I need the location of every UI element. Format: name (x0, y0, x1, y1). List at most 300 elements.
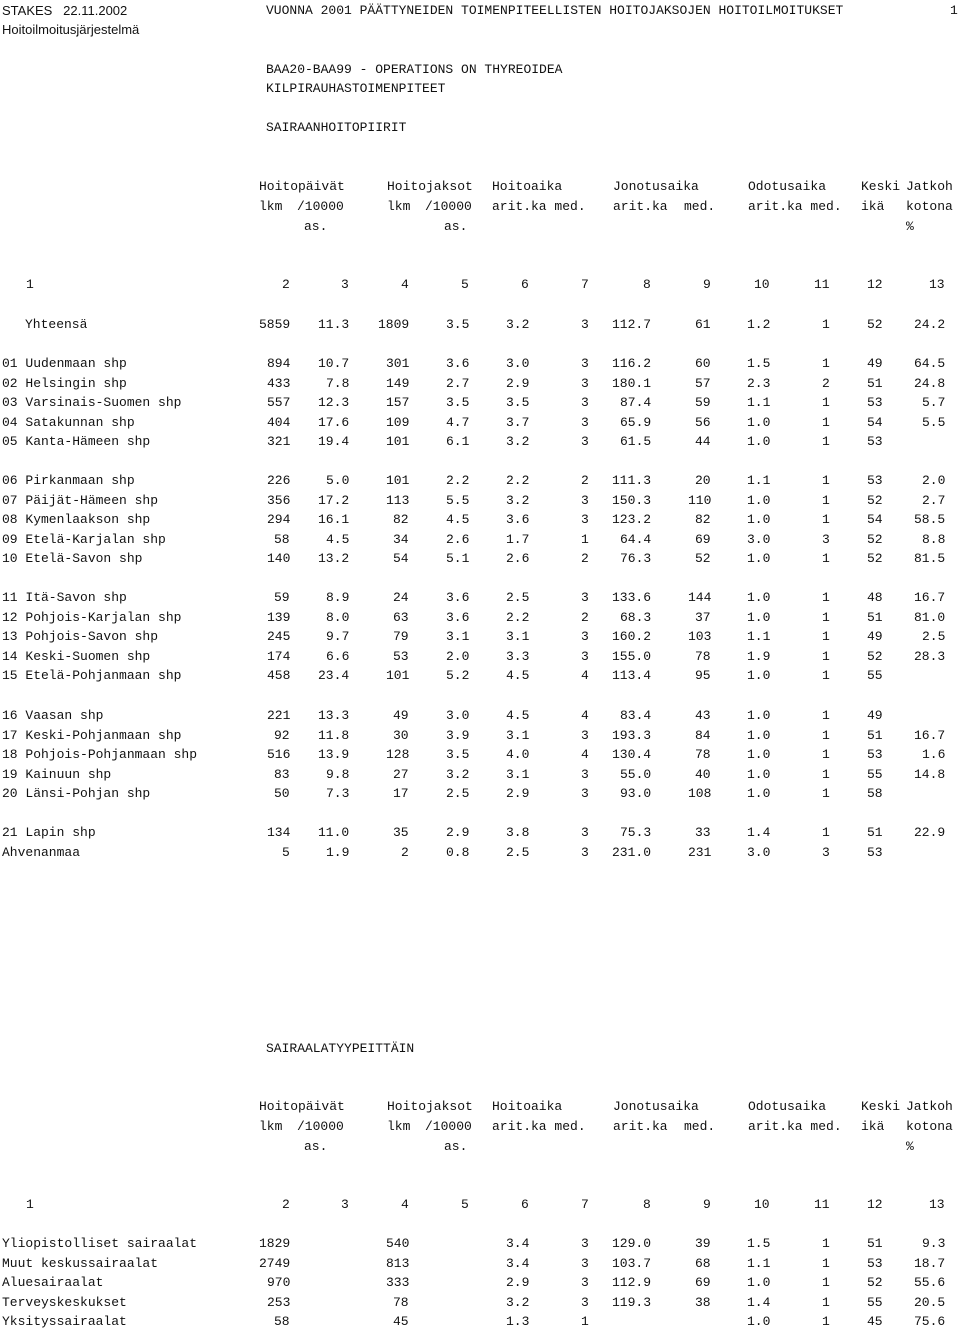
column-subheader: /10000 (425, 1119, 472, 1134)
table-cell: 3 (581, 767, 589, 782)
table-cell: 44 (695, 434, 711, 449)
column-number: 7 (581, 277, 589, 292)
table-cell: 226 (267, 473, 291, 488)
table-cell: 8.9 (326, 590, 350, 605)
table-cell: 3 (581, 590, 589, 605)
table-cell: 63 (393, 610, 409, 625)
table-cell: 1.6 (922, 747, 946, 762)
table-cell: 1 (822, 434, 830, 449)
row-label: 12 Pohjois-Karjalan shp (2, 610, 182, 625)
table-cell: 113.4 (612, 668, 652, 683)
table-cell: 1.5 (747, 1236, 771, 1251)
table-cell: 4 (581, 668, 589, 683)
table-cell: 1.0 (747, 610, 771, 625)
table-cell: 3.0 (506, 356, 530, 371)
table-cell: 1.0 (747, 434, 771, 449)
column-subheader: /10000 (297, 199, 344, 214)
table-cell: 3.6 (446, 590, 470, 605)
table-cell: 1.5 (747, 356, 771, 371)
table-cell: 51 (867, 376, 883, 391)
column-number: 4 (401, 1197, 409, 1212)
table-cell: 3 (581, 317, 589, 332)
table-cell: 2.9 (446, 825, 470, 840)
table-cell: 40 (695, 767, 711, 782)
table-cell: 1.0 (747, 415, 771, 430)
table-cell: 1.0 (747, 1314, 771, 1329)
table-cell: 1 (822, 786, 830, 801)
table-cell: 27 (393, 767, 409, 782)
table-cell: 2.2 (506, 473, 530, 488)
table-cell: 24 (393, 590, 409, 605)
table-cell: 38 (695, 1295, 711, 1310)
table-cell: 231.0 (612, 845, 652, 860)
table-cell: 5.7 (922, 395, 946, 410)
table-cell: 2.5 (446, 786, 470, 801)
table-cell: 1.0 (747, 551, 771, 566)
table-cell: 52 (867, 317, 883, 332)
column-number: 12 (867, 1197, 883, 1212)
table-cell: 53 (867, 747, 883, 762)
table-cell: 3.9 (446, 728, 470, 743)
row-label: 11 Itä-Savon shp (2, 590, 127, 605)
table-cell: 3 (581, 1236, 589, 1251)
table-cell: 1.0 (747, 708, 771, 723)
row-label: 08 Kymenlaakson shp (2, 512, 151, 527)
column-subheader: lkm (387, 199, 411, 214)
column-number: 9 (703, 277, 711, 292)
row-label: Muut keskussairaalat (2, 1256, 159, 1271)
table-cell: 3 (581, 825, 589, 840)
table-cell: 5 (282, 845, 290, 860)
table-cell: 53 (393, 649, 409, 664)
table-cell: 3 (581, 356, 589, 371)
column-header: Hoitopäivät (259, 179, 345, 194)
table-cell: 49 (867, 356, 883, 371)
table-cell: 52 (867, 1275, 883, 1290)
table-cell: 3.4 (506, 1236, 530, 1251)
table-cell: 139 (267, 610, 291, 625)
table-cell: 58 (274, 1314, 290, 1329)
table-cell: 2.9 (506, 1275, 530, 1290)
row-label: Yksityssairaalat (2, 1314, 127, 1329)
row-label: 10 Etelä-Savon shp (2, 551, 143, 566)
table-cell: 83.4 (620, 708, 652, 723)
row-label: 15 Etelä-Pohjanmaan shp (2, 668, 182, 683)
column-unit: as. (304, 1139, 328, 1154)
table-cell: 9.7 (326, 629, 350, 644)
table-cell: 160.2 (612, 629, 652, 644)
column-subheader: ikä (861, 1119, 885, 1134)
column-header: Keski (861, 179, 901, 194)
table-cell: 75.6 (914, 1314, 946, 1329)
table-cell: 13.9 (318, 747, 350, 762)
table-cell: 17.6 (318, 415, 350, 430)
row-label: 21 Lapin shp (2, 825, 96, 840)
table-cell: 4.7 (446, 415, 470, 430)
table-cell: 78 (695, 747, 711, 762)
table-cell: 231 (688, 845, 712, 860)
table-cell: 83 (274, 767, 290, 782)
table-cell: 301 (386, 356, 410, 371)
table-cell: 112.7 (612, 317, 652, 332)
table-cell: 58 (867, 786, 883, 801)
column-subheader: ikä (861, 199, 885, 214)
column-header: Hoitojaksot (387, 179, 473, 194)
row-label: 03 Varsinais-Suomen shp (2, 395, 182, 410)
table-cell: 55.0 (620, 767, 652, 782)
table-cell: 45 (393, 1314, 409, 1329)
table-cell: 4.5 (326, 532, 350, 547)
table-cell: 3 (581, 845, 589, 860)
table-cell: 155.0 (612, 649, 652, 664)
table-cell: 1.0 (747, 493, 771, 508)
column-header: Hoitoaika (492, 179, 563, 194)
table-cell: 24.2 (914, 317, 946, 332)
column-number: 7 (581, 1197, 589, 1212)
system-name: Hoitoilmoitusjärjestelmä (2, 22, 140, 37)
column-unit: as. (444, 1139, 468, 1154)
table-cell: 45 (867, 1314, 883, 1329)
table-cell: 13.2 (318, 551, 350, 566)
table-cell: 1 (822, 610, 830, 625)
table-cell: 2.9 (506, 376, 530, 391)
table-cell: 3.8 (506, 825, 530, 840)
table-cell: 1 (822, 493, 830, 508)
column-subheader: lkm (387, 1119, 411, 1134)
table-cell: 57 (695, 376, 711, 391)
table-cell: 3.6 (446, 610, 470, 625)
column-number: 2 (282, 277, 290, 292)
table-cell: 3 (581, 649, 589, 664)
table-cell: 9.3 (922, 1236, 946, 1251)
table-cell: 3.6 (506, 512, 530, 527)
table-cell: 3.0 (747, 845, 771, 860)
table-cell: 16.7 (914, 728, 946, 743)
row-label: Terveyskeskukset (2, 1295, 127, 1310)
column-number: 11 (814, 1197, 830, 1212)
table-cell: 5.5 (446, 493, 470, 508)
column-subheader: /10000 (425, 199, 472, 214)
column-header: Odotusaika (748, 1099, 827, 1114)
table-cell: 81.5 (914, 551, 946, 566)
column-number: 3 (341, 277, 349, 292)
column-number: 1 (26, 1197, 34, 1212)
table-cell: 59 (274, 590, 290, 605)
section2-title: SAIRAALATYYPEITTÄIN (266, 1041, 415, 1056)
table-cell: 1.3 (506, 1314, 530, 1329)
table-cell: 55 (867, 1295, 883, 1310)
table-cell: 133.6 (612, 590, 652, 605)
table-cell: 1 (822, 1314, 830, 1329)
table-cell: 58.5 (914, 512, 946, 527)
table-cell: 43 (695, 708, 711, 723)
table-cell: 3.0 (446, 708, 470, 723)
table-cell: 1.0 (747, 668, 771, 683)
table-cell: 13.3 (318, 708, 350, 723)
table-cell: 150.3 (612, 493, 652, 508)
row-label: 16 Vaasan shp (2, 708, 104, 723)
table-cell: 1.1 (747, 1256, 771, 1271)
table-cell: 5.1 (446, 551, 470, 566)
table-cell: 2.5 (506, 845, 530, 860)
row-label: 09 Etelä-Karjalan shp (2, 532, 166, 547)
table-cell: 30 (393, 728, 409, 743)
column-number: 10 (754, 1197, 770, 1212)
table-cell: 69 (695, 1275, 711, 1290)
table-cell: 11.8 (318, 728, 350, 743)
table-cell: 1.4 (747, 1295, 771, 1310)
table-cell: 3 (581, 415, 589, 430)
table-cell: 22.9 (914, 825, 946, 840)
table-cell: 6.1 (446, 434, 470, 449)
row-label: 17 Keski-Pohjanmaan shp (2, 728, 182, 743)
column-unit: % (906, 219, 914, 234)
table-cell: 23.4 (318, 668, 350, 683)
row-label: Aluesairaalat (2, 1275, 104, 1290)
column-header: Odotusaika (748, 179, 827, 194)
table-cell: 20.5 (914, 1295, 946, 1310)
table-cell: 60 (695, 356, 711, 371)
table-cell: 193.3 (612, 728, 652, 743)
table-cell: 9.8 (326, 767, 350, 782)
table-cell: 5.2 (446, 668, 470, 683)
table-cell: 3.5 (446, 747, 470, 762)
column-header: Hoitoaika (492, 1099, 563, 1114)
table-cell: 3.1 (506, 629, 530, 644)
table-cell: 113 (386, 493, 410, 508)
table-cell: 2.2 (446, 473, 470, 488)
table-cell: 52 (867, 532, 883, 547)
table-cell: 1 (822, 767, 830, 782)
table-cell: 3 (581, 1275, 589, 1290)
table-cell: 111.3 (612, 473, 652, 488)
table-cell: 1.0 (747, 767, 771, 782)
table-cell: 2.2 (506, 610, 530, 625)
table-cell: 92 (274, 728, 290, 743)
table-cell: 3 (581, 629, 589, 644)
table-cell: 1 (822, 1256, 830, 1271)
report-source: STAKES 22.11.2002 (2, 3, 128, 18)
table-cell: 7.8 (326, 376, 350, 391)
table-cell: 24.8 (914, 376, 946, 391)
table-cell: 78 (695, 649, 711, 664)
column-number: 13 (929, 1197, 945, 1212)
table-cell: 53 (867, 395, 883, 410)
column-subheader: med. (684, 1119, 716, 1134)
column-number: 5 (461, 1197, 469, 1212)
table-cell: 3.2 (506, 1295, 530, 1310)
table-cell: 11.0 (318, 825, 350, 840)
table-cell: 34 (393, 532, 409, 547)
table-cell: 49 (867, 708, 883, 723)
table-cell: 970 (267, 1275, 291, 1290)
table-cell: 5859 (259, 317, 291, 332)
table-cell: 55.6 (914, 1275, 946, 1290)
table-cell: 11.3 (318, 317, 350, 332)
table-cell: 119.3 (612, 1295, 652, 1310)
table-cell: 3.1 (506, 728, 530, 743)
column-header: Jonotusaika (613, 179, 699, 194)
table-cell: 112.9 (612, 1275, 652, 1290)
table-cell: 2.7 (922, 493, 946, 508)
table-cell: 1 (581, 532, 589, 547)
table-cell: 128 (386, 747, 410, 762)
table-cell: 1 (822, 1275, 830, 1290)
row-label: 05 Kanta-Hämeen shp (2, 434, 151, 449)
table-cell: 53 (867, 845, 883, 860)
table-cell: 3.0 (747, 532, 771, 547)
table-cell: 129.0 (612, 1236, 652, 1251)
table-cell: 253 (267, 1295, 291, 1310)
table-cell: 52 (867, 493, 883, 508)
row-label: 04 Satakunnan shp (2, 415, 135, 430)
column-number: 6 (521, 1197, 529, 1212)
table-cell: 55 (867, 767, 883, 782)
table-cell: 2.0 (922, 473, 946, 488)
table-cell: 51 (867, 825, 883, 840)
table-cell: 174 (267, 649, 291, 664)
table-cell: 3 (581, 434, 589, 449)
table-cell: 1 (822, 317, 830, 332)
column-unit: as. (444, 219, 468, 234)
table-cell: 157 (386, 395, 410, 410)
table-cell: 3.4 (506, 1256, 530, 1271)
table-cell: 52 (867, 551, 883, 566)
row-label: 06 Pirkanmaan shp (2, 473, 135, 488)
table-cell: 84 (695, 728, 711, 743)
table-cell: 10.7 (318, 356, 350, 371)
row-label: 07 Päijät-Hämeen shp (2, 493, 159, 508)
table-cell: 3.2 (506, 493, 530, 508)
table-cell: 2.0 (446, 649, 470, 664)
table-cell: 3.7 (506, 415, 530, 430)
table-cell: 59 (695, 395, 711, 410)
column-number: 10 (754, 277, 770, 292)
table-cell: 3.2 (506, 317, 530, 332)
table-cell: 1 (822, 356, 830, 371)
table-cell: 1.7 (506, 532, 530, 547)
row-label: Ahvenanmaa (2, 845, 81, 860)
column-number: 13 (929, 277, 945, 292)
table-cell: 78 (393, 1295, 409, 1310)
table-cell: 1.0 (747, 747, 771, 762)
table-cell: 1.1 (747, 473, 771, 488)
table-cell: 35 (393, 825, 409, 840)
table-cell: 16.7 (914, 590, 946, 605)
table-cell: 4 (581, 747, 589, 762)
row-label: 19 Kainuun shp (2, 767, 112, 782)
table-cell: 1 (822, 415, 830, 430)
table-cell: 1.9 (747, 649, 771, 664)
table-cell: 123.2 (612, 512, 652, 527)
table-cell: 61.5 (620, 434, 652, 449)
table-cell: 1 (822, 590, 830, 605)
table-cell: 3 (581, 512, 589, 527)
table-cell: 0.8 (446, 845, 470, 860)
table-cell: 8.8 (922, 532, 946, 547)
table-cell: 144 (688, 590, 712, 605)
column-number: 5 (461, 277, 469, 292)
column-subheader: /10000 (297, 1119, 344, 1134)
table-cell: 2.7 (446, 376, 470, 391)
column-header: Jonotusaika (613, 1099, 699, 1114)
table-cell: 1 (822, 708, 830, 723)
table-cell: 3.5 (506, 395, 530, 410)
table-cell: 54 (867, 512, 883, 527)
table-cell: 68.3 (620, 610, 652, 625)
table-cell: 221 (267, 708, 291, 723)
column-number: 8 (643, 277, 651, 292)
table-cell: 51 (867, 728, 883, 743)
table-cell: 1 (581, 1314, 589, 1329)
table-cell: 3 (581, 493, 589, 508)
table-cell: 458 (267, 668, 291, 683)
table-cell: 1 (822, 512, 830, 527)
table-cell: 76.3 (620, 551, 652, 566)
table-cell: 894 (267, 356, 291, 371)
table-cell: 81.0 (914, 610, 946, 625)
table-cell: 4.5 (506, 708, 530, 723)
row-label: Yhteensä (25, 317, 88, 332)
column-unit: % (906, 1139, 914, 1154)
table-cell: 3.2 (506, 434, 530, 449)
table-cell: 55 (867, 668, 883, 683)
row-label: 18 Pohjois-Pohjanmaan shp (2, 747, 198, 762)
table-cell: 4.5 (506, 668, 530, 683)
table-cell: 52 (695, 551, 711, 566)
column-subheader: lkm (259, 1119, 283, 1134)
table-cell: 2.5 (506, 590, 530, 605)
table-cell: 14.8 (914, 767, 946, 782)
table-cell: 1.0 (747, 590, 771, 605)
table-cell: 1 (822, 1236, 830, 1251)
table-cell: 4.5 (446, 512, 470, 527)
column-subheader: lkm (259, 199, 283, 214)
table-cell: 93.0 (620, 786, 652, 801)
table-cell: 109 (386, 415, 410, 430)
procedure-code: BAA20-BAA99 - OPERATIONS ON THYREOIDEA (266, 62, 563, 77)
column-subheader: kotona (906, 199, 953, 214)
table-cell: 2 (401, 845, 409, 860)
table-cell: 51 (867, 610, 883, 625)
column-header: Hoitopäivät (259, 1099, 345, 1114)
column-subheader: med. (684, 199, 716, 214)
table-cell: 1.1 (747, 629, 771, 644)
table-cell: 3 (581, 1295, 589, 1310)
table-cell: 1 (822, 649, 830, 664)
table-cell: 79 (393, 629, 409, 644)
row-label: 01 Uudenmaan shp (2, 356, 127, 371)
table-cell: 1 (822, 629, 830, 644)
column-unit: as. (304, 219, 328, 234)
table-cell: 557 (267, 395, 291, 410)
table-cell: 17 (393, 786, 409, 801)
table-cell: 18.7 (914, 1256, 946, 1271)
table-cell: 3.1 (506, 767, 530, 782)
table-cell: 37 (695, 610, 711, 625)
table-cell: 3 (581, 786, 589, 801)
table-cell: 1829 (259, 1236, 291, 1251)
column-subheader: arit.ka med. (492, 199, 586, 214)
table-cell: 1.0 (747, 512, 771, 527)
table-cell: 12.3 (318, 395, 350, 410)
column-subheader: arit.ka med. (492, 1119, 586, 1134)
table-cell: 50 (274, 786, 290, 801)
table-cell: 2 (581, 610, 589, 625)
table-cell: 1.9 (326, 845, 350, 860)
table-cell: 65.9 (620, 415, 652, 430)
table-cell: 180.1 (612, 376, 652, 391)
